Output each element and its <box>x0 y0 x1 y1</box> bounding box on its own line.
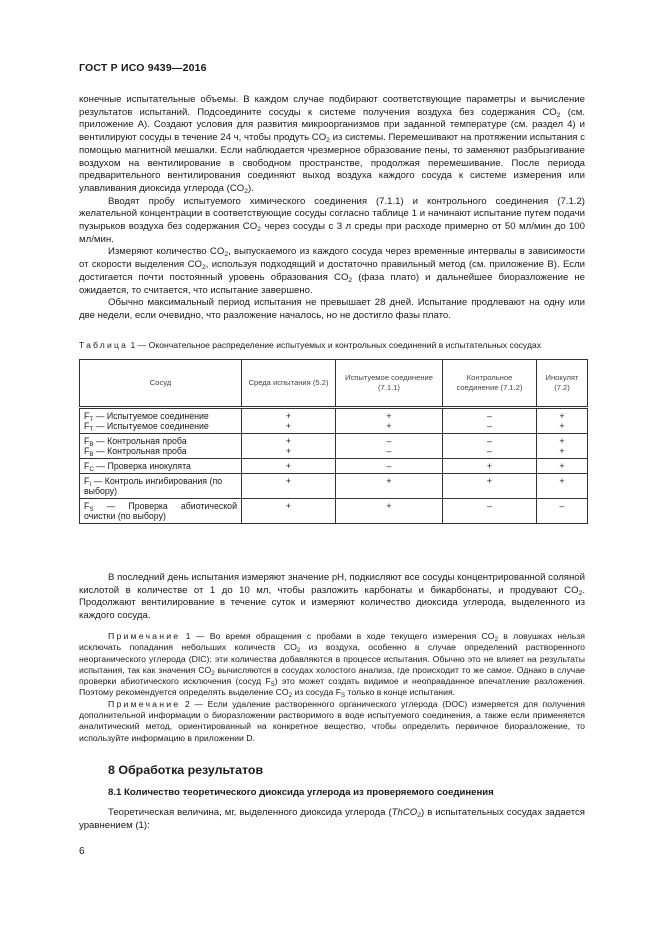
inoculum-cell: + + <box>537 434 588 459</box>
test-compound-cell: + <box>336 474 443 499</box>
test-compound-cell: + <box>336 499 443 524</box>
header-test-compound: Испытуемое соединение (7.1.1) <box>336 360 443 408</box>
paragraph-intro: конечные испытательные объемы. В каждом случае подбирают соответствующие параметры и вычисление результатов испытаний. Подсоедините сосуды к системе получения воздуха без содержания $CO_2$ (см. приложение А). Создают условия для развития микроорганизмов при заданной температуре (см. раздел 4) и вентилируют сосуды в течение 24 ч, чтобы продуть $CO_2$ из системы. Перемешивают на протяжении испытания с помощью магнитной мешалки. Если наблюдается чрезмерное образование пены, то заменяют разбрызгивание воздухом на вентилирование в свободном пространстве, продолжая перемешивание. После периода предварительного вентилирования соединяют выход воздуха каждого сосуда к системе измерения или улавливания диоксида углерода $(CO_2)$. <box>79 94 585 195</box>
header-control-compound: Контрольное соединение (7.1.2) <box>443 360 537 408</box>
medium-cell: + + <box>242 434 336 459</box>
test-compound-cell: – <box>336 459 443 474</box>
section-8-heading: 8 Обработка результатов <box>108 763 264 777</box>
inoculum-cell: + <box>537 459 588 474</box>
note-2: Примечание 2 — Если удаление растворенного органического углерода (DOC) измеряется для получения дополнительной информации о биоразложении растворимого в воде испытуемого соединения, а также если применяется аналитический метод, ориентированный на конкретное вещество, чтобы определить первичное биоразложение, то используйте информацию в приложении D. <box>79 698 585 743</box>
vessel-cell: $F_T$ — Испытуемое соединение $F_T$ — Испытуемое соединение <box>80 408 242 434</box>
inoculum-cell: – <box>537 499 588 524</box>
paragraph-test-period: Обычно максимальный период испытания не превышает 28 дней. Испытание продлевают на одну или две недели, если очевидно, что разложение началось, но не достигло фазы плато. <box>79 297 585 321</box>
paragraph-introduce-sample: Вводят пробу испытуемого химического соединения (7.1.1) и контрольного соединения (7.1.2) желательной концентрации в соответствующие сосуды согласно таблице 1 и начинают испытание путем подачи пузырьков воздуха без содержания $CO_2$ через сосуды с 3 л среды при расходе примерно от 50 мл/мин до 100 мл/мин. <box>79 195 585 245</box>
table-row <box>80 408 588 434</box>
vessel-cell: $F_I$ — Контроль ингибирования (по выбору) <box>80 474 242 499</box>
notes-block <box>79 631 585 744</box>
section-8-1-heading: 8.1 Количество теоретического диоксида углерода из проверяемого соединения <box>108 787 494 798</box>
control-compound-cell: + <box>443 474 537 499</box>
vessel-cell: $F_C$ — Проверка инокулята <box>80 459 242 474</box>
inoculum-cell: + <box>537 474 588 499</box>
vessel-cell: $F_S$ — Проверка абиотической очистки (по выбору) <box>80 499 242 524</box>
theory-text <box>79 807 585 832</box>
control-compound-cell: – – <box>443 434 537 459</box>
paragraph-last-day: В последний день испытания измеряют значение pH, подкисляют все сосуды концентрированной соляной кислотой в количестве от 1 до 10 мл, чтобы разложить карбонаты и бикарбонаты, и продувают $CO_2$. Продолжают вентилирование в течение суток и измеряют количество диоксида углерода, выделенного из каждого сосуда. <box>79 572 585 622</box>
medium-cell: + <box>242 474 336 499</box>
table-caption: Таблица 1 — Окончательное распределение испытуемых и контрольных соединений в испытательных сосудах <box>79 340 542 350</box>
document-header: ГОСТ Р ИСО 9439—2016 <box>79 62 207 74</box>
table-row <box>80 459 588 474</box>
table-row <box>80 434 588 459</box>
medium-cell: + + <box>242 408 336 434</box>
header-inoculum: Инокулят (7.2) <box>537 360 588 408</box>
page-number: 6 <box>79 846 85 857</box>
test-compound-cell: + + <box>336 408 443 434</box>
medium-cell: + <box>242 499 336 524</box>
control-compound-cell: – <box>443 499 537 524</box>
vessel-cell: $F_B$ — Контрольная проба $F_B$ — Контрольная проба <box>80 434 242 459</box>
paragraph-measure: Измеряют количество $CO_2$, выпускаемого из каждого сосуда через временные интервалы в зависимости от скорости выделения $CO_2$, используя подходящий и достаточно правильный метод (см. приложение В). Если достигается почти постоянный уровень образования $CO_2$ (фаза плато) и дальнейшее биоразложение не ожидается, то считается, что испытание завершено. <box>79 246 585 296</box>
paragraph-theoretical: Теоретическая величина, мг, выделенного диоксида углерода (ThCO$_2$) в испытательных сосудах задается уравнением (1): <box>79 807 585 831</box>
table-row <box>80 499 588 524</box>
distribution-table <box>79 359 588 524</box>
medium-cell: + <box>242 459 336 474</box>
table-header-row <box>80 360 588 408</box>
test-compound-cell: – – <box>336 434 443 459</box>
note-1: Примечание 1 — Во время обращения с пробами в ходе текущего измерения $CO_2$ в ловушках нельзя исключать попадания небольших количеств $CO_2$ из воздуха, особенно в случае определений растворенного неорганического углерода (DIC); эти количества добавляются в процессе испытания. Обычно это не влияет на результаты испытания, так как значения $CO_2$ вычисляются в сосудах холостого анализа, где происходит то же самое. Однако в случае проверки абиотического исключения (сосуд $F_S$) это может создать видимое и неоправданное впечатление разложения. Поэтому рекомендуется определять выделение $CO_2$ из сосуда $F_S$ только в конце испытания. <box>79 631 586 700</box>
table-row <box>80 474 588 499</box>
after-table-text <box>79 572 585 623</box>
header-vessel: Сосуд <box>80 360 242 408</box>
inoculum-cell: + + <box>537 408 588 434</box>
main-text-block <box>79 94 585 323</box>
control-compound-cell: – – <box>443 408 537 434</box>
header-medium: Среда испытания (5.2) <box>242 360 336 408</box>
control-compound-cell: + <box>443 459 537 474</box>
